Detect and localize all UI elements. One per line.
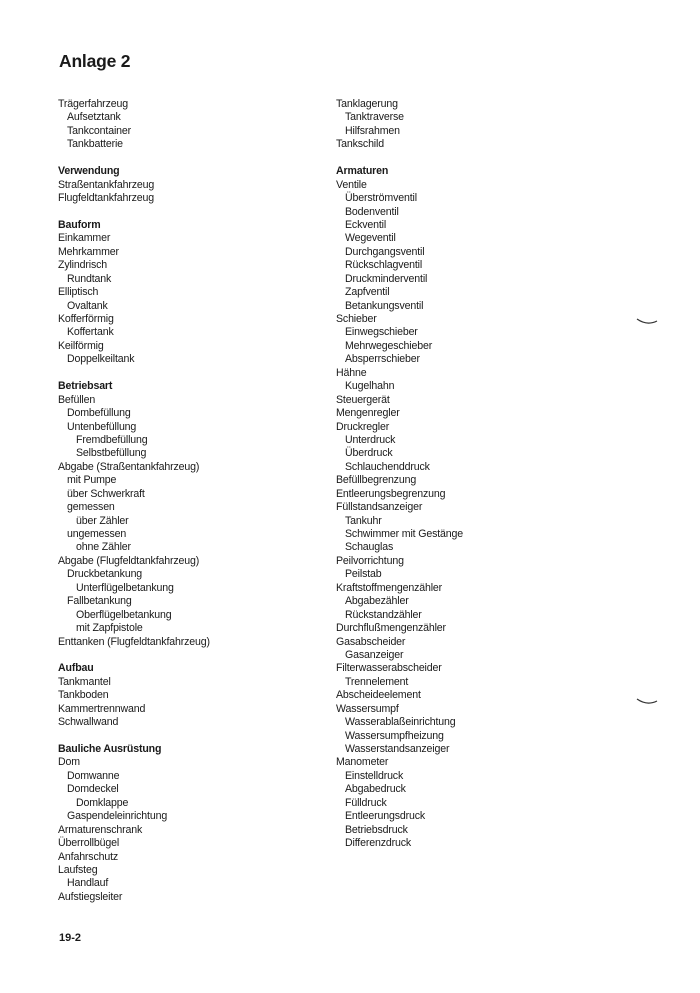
term-item: Schieber <box>336 313 377 325</box>
term-item: Kraftstoffmengenzähler <box>336 581 443 594</box>
term-item: Einkammer <box>58 232 111 245</box>
term-item: Tankbatterie <box>67 138 123 151</box>
term-item: Laufsteg <box>58 863 98 876</box>
term-item: Straßentankfahrzeug <box>58 178 155 191</box>
term-item: Peilstab <box>345 568 382 581</box>
term-item: Hähne <box>336 366 367 379</box>
term-item: Durchgangsventil <box>345 245 425 258</box>
term-item: Einwegschieber <box>345 326 418 339</box>
term-item: Koffertank <box>67 326 114 339</box>
term-item: Gasabscheider <box>336 635 406 648</box>
term-item: Tankboden <box>58 689 109 702</box>
term-item: Wasserablaßeinrichtung <box>345 716 456 729</box>
term-item: Domwanne <box>67 769 120 782</box>
term-item: Befüllbegrenzung <box>336 474 417 487</box>
term-item: Filterwasserabscheider <box>336 662 442 675</box>
term-item: Enttanken (Flugfeldtankfahrzeug) <box>58 635 210 648</box>
section-gap <box>58 152 210 165</box>
term-item: Entleerungsbegrenzung <box>336 487 446 500</box>
term-item: Wegeventil <box>345 232 396 245</box>
term-item: Anfahrschutz <box>58 850 119 863</box>
term-item: Keilförmig <box>58 339 104 352</box>
term-item: Rückstandzähler <box>345 608 422 621</box>
term-item: Eckventil <box>345 218 387 231</box>
term-item: Tanklagerung <box>336 98 398 110</box>
term-item: Untenbefüllung <box>67 420 137 433</box>
term-item: Handlauf <box>67 877 109 890</box>
term-item: Wassersumpf <box>336 702 399 715</box>
term-item: Trägerfahrzeug <box>58 98 128 110</box>
page-title: Anlage 2 <box>59 51 131 71</box>
term-item: Überströmventil <box>345 192 417 205</box>
term-item: mit Pumpe <box>67 474 117 487</box>
margin-mark-icon <box>636 318 658 326</box>
page-number: 19-2 <box>59 932 82 944</box>
term-item: gemessen <box>67 501 115 514</box>
term-item: Gaspendeleinrichtung <box>67 810 168 823</box>
term-item: Mehrkammer <box>58 245 119 258</box>
term-item: Unterflügelbetankung <box>76 581 174 594</box>
term-item: Domdeckel <box>67 783 119 796</box>
term-item: Schauglas <box>345 541 394 554</box>
left-term-column <box>58 98 210 904</box>
term-item: Befüllen <box>58 393 96 406</box>
term-item: Durchflußmengenzähler <box>336 622 446 635</box>
section-gap <box>58 367 210 380</box>
term-item: Fallbetankung <box>67 595 132 608</box>
term-item: Fülldruck <box>345 796 387 809</box>
term-item: Betankungsventil <box>345 299 424 312</box>
term-item: Abgabedruck <box>345 783 406 796</box>
term-item: Druckminderventil <box>345 272 428 285</box>
term-item: Abscheideelement <box>336 689 421 702</box>
term-item: Wassersumpfheizung <box>345 729 444 742</box>
section-gap <box>58 649 210 662</box>
term-item: Differenzdruck <box>345 837 412 850</box>
term-item: über Zähler <box>76 514 129 527</box>
term-item: Elliptisch <box>58 286 99 299</box>
term-item: Druckbetankung <box>67 568 143 581</box>
term-item: Betriebsdruck <box>345 823 408 836</box>
term-item: Selbstbefüllung <box>76 447 147 460</box>
term-item: Tankmantel <box>58 675 111 688</box>
margin-mark-icon <box>636 698 658 706</box>
section-gap <box>336 152 463 165</box>
term-item: Tankschild <box>336 138 384 151</box>
section-heading: Aufbau <box>58 662 94 675</box>
term-item: Doppelkeiltank <box>67 353 135 366</box>
term-item: Fremdbefüllung <box>76 433 148 446</box>
term-item: Tanktraverse <box>345 111 404 124</box>
term-item: Kugelhahn <box>345 380 395 393</box>
term-item: Armaturenschrank <box>58 823 143 836</box>
section-heading: Verwendung <box>58 165 120 178</box>
term-item: Ovaltank <box>67 299 108 312</box>
right-term-column <box>336 98 463 851</box>
term-item: Hilfsrahmen <box>345 124 400 137</box>
term-item: Gasanzeiger <box>345 648 404 661</box>
term-item: Zapfventil <box>345 286 390 299</box>
term-item: Unterdruck <box>345 433 396 446</box>
term-item: Einstelldruck <box>345 769 404 782</box>
section-heading: Bauliche Ausrüstung <box>58 743 162 755</box>
section-heading: Betriebsart <box>58 380 113 393</box>
term-item: Abgabe (Flugfeldtankfahrzeug) <box>58 554 200 567</box>
term-item: Abgabezähler <box>345 595 409 608</box>
term-item: Druckregler <box>336 420 390 433</box>
term-item: Manometer <box>336 756 389 769</box>
term-item: Füllstandsanzeiger <box>336 501 423 514</box>
term-item: Bodenventil <box>345 205 399 218</box>
term-item: ohne Zähler <box>76 541 131 554</box>
term-item: Oberflügelbetankung <box>76 608 172 621</box>
term-item: Domklappe <box>76 796 129 809</box>
term-item: Entleerungsdruck <box>345 810 426 823</box>
term-item: Rückschlagventil <box>345 259 423 272</box>
term-item: Schwallwand <box>58 716 119 729</box>
term-item: Schwimmer mit Gestänge <box>345 528 463 540</box>
term-item: Schlauchenddruck <box>345 460 430 473</box>
section-gap <box>58 730 210 743</box>
term-item: Tankcontainer <box>67 124 132 137</box>
term-item: Mengenregler <box>336 407 400 420</box>
section-heading: Bauform <box>58 218 101 231</box>
term-item: ungemessen <box>67 528 127 540</box>
term-item: Steuergerät <box>336 393 390 406</box>
term-item: Aufstiegsleiter <box>58 890 123 903</box>
term-item: Überdruck <box>345 447 393 460</box>
term-item: Aufsetztank <box>67 111 121 124</box>
term-item: Ventile <box>336 178 367 191</box>
term-item: Tankuhr <box>345 514 382 527</box>
term-item: Peilvorrichtung <box>336 554 404 567</box>
section-gap <box>58 206 210 219</box>
term-item: Wasserstandsanzeiger <box>345 743 450 755</box>
term-item: Rundtank <box>67 272 112 285</box>
term-item: mit Zapfpistole <box>76 622 143 635</box>
term-item: Kofferförmig <box>58 313 114 325</box>
term-item: Trennelement <box>345 675 409 688</box>
term-item: Abgabe (Straßentankfahrzeug) <box>58 460 200 473</box>
term-item: Flugfeldtankfahrzeug <box>58 192 154 205</box>
section-heading: Armaturen <box>336 165 389 178</box>
term-item: Dom <box>58 756 80 769</box>
term-item: Zylindrisch <box>58 259 107 272</box>
term-item: Absperrschieber <box>345 353 420 366</box>
term-item: Kammertrennwand <box>58 702 146 715</box>
term-item: Überrollbügel <box>58 837 120 850</box>
term-item: Mehrwegeschieber <box>345 339 433 352</box>
term-item: über Schwerkraft <box>67 487 145 500</box>
term-item: Dombefüllung <box>67 407 131 420</box>
